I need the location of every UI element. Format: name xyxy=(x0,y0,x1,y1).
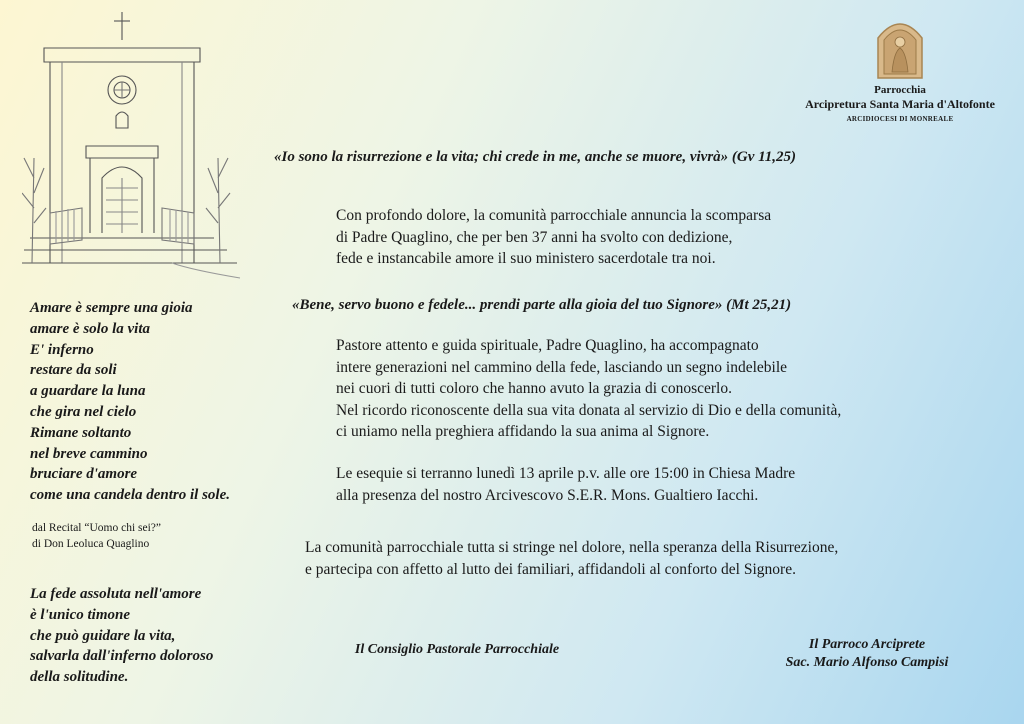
pastor-line: intere generazioni nel cammino della fede, lasciando un segno indelebile xyxy=(336,358,788,376)
parish-name-line2: Arcipretura Santa Maria d'Altofonte xyxy=(805,97,995,111)
diocese-name: ARCIDIOCESI DI MONREALE xyxy=(846,115,954,123)
poem-attribution xyxy=(32,520,161,552)
attribution-author: di Don Leoluca Quaglino xyxy=(32,538,150,550)
community-line: La comunità parrocchiale tutta si stringe nel dolore, nella speranza della Risurrezione, xyxy=(305,539,839,556)
attribution-recital: dal Recital “Uomo chi sei?” xyxy=(32,522,162,534)
matthew-quote: «Bene, servo buono e fedele... prendi parte alla gioia del tuo Signore» (Mt 25,21) xyxy=(292,297,792,313)
poem-line: che gira nel cielo xyxy=(30,403,137,420)
funeral-paragraph xyxy=(336,463,795,506)
priest-name: Sac. Mario Alfonso Campisi xyxy=(785,655,949,670)
pastor-paragraph xyxy=(336,335,841,443)
announcement-line: fede e instancabile amore il suo ministero sacerdotale tra noi. xyxy=(336,250,716,267)
poem-line: Rimane soltanto xyxy=(30,424,132,441)
poem-first xyxy=(30,298,230,506)
poem-second xyxy=(30,584,213,688)
funeral-line: Le esequie si terranno lunedì 13 aprile p.v. alle ore 15:00 in Chiesa Madre xyxy=(336,465,796,482)
community-line: e partecipa con affetto al lutto dei familiari, affidandoli al conforto del Signore. xyxy=(305,560,796,578)
poem-line: salvarla dall'inferno doloroso xyxy=(30,648,214,665)
poem-line: amare è solo la vita xyxy=(30,320,150,337)
announcement-line: Con profondo dolore, la comunità parrocchiale annuncia la scomparsa xyxy=(336,207,772,224)
poem-line: bruciare d'amore xyxy=(30,466,138,483)
poem-line: nel breve cammino xyxy=(30,445,148,462)
gospel-quote: «Io sono la risurrezione e la vita; chi crede in me, anche se muore, vivrà» (Gv 11,25) xyxy=(274,149,797,165)
council-signature: Il Consiglio Pastorale Parrocchiale xyxy=(354,642,560,657)
pastor-line: ci uniamo nella preghiera affidando la sua anima al Signore. xyxy=(336,423,710,440)
church-sketch-icon xyxy=(22,8,242,283)
community-paragraph xyxy=(305,537,838,580)
poem-line: E' inferno xyxy=(30,341,94,358)
parish-name-line1: Parrocchia xyxy=(874,84,926,96)
pastor-line: Pastore attento e guida spirituale, Padre Quaglino, ha accompagnato xyxy=(336,337,759,354)
poem-line: restare da soli xyxy=(30,362,117,379)
poem-line: a guardare la luna xyxy=(30,383,146,400)
pastor-line: Nel ricordo riconoscente della sua vita donata al servizio di Dio e della comunità, xyxy=(336,401,842,419)
priest-title: Il Parroco Arciprete xyxy=(808,637,926,652)
priest-signature xyxy=(752,636,982,672)
poem-line: che può guidare la vita, xyxy=(30,627,176,644)
poem-line: Amare è sempre una gioia xyxy=(30,300,193,316)
funeral-line: alla presenza del nostro Arcivescovo S.E.R. Mons. Gualtiero Iacchi. xyxy=(336,486,759,504)
poem-line: della solitudine. xyxy=(30,669,129,686)
announcement-paragraph xyxy=(336,205,771,270)
announcement-line: di Padre Quaglino, che per ben 37 anni ha svolto con dedizione, xyxy=(336,228,733,246)
poem-line: La fede assoluta nell'amore xyxy=(30,586,202,602)
pastor-line: nei cuori di tutti coloro che hanno avuto la grazia di conoscerlo. xyxy=(336,380,732,397)
poem-line: è l'unico timone xyxy=(30,606,131,623)
parish-logo-icon xyxy=(876,16,924,80)
poem-line: come una candela dentro il sole. xyxy=(30,487,230,504)
